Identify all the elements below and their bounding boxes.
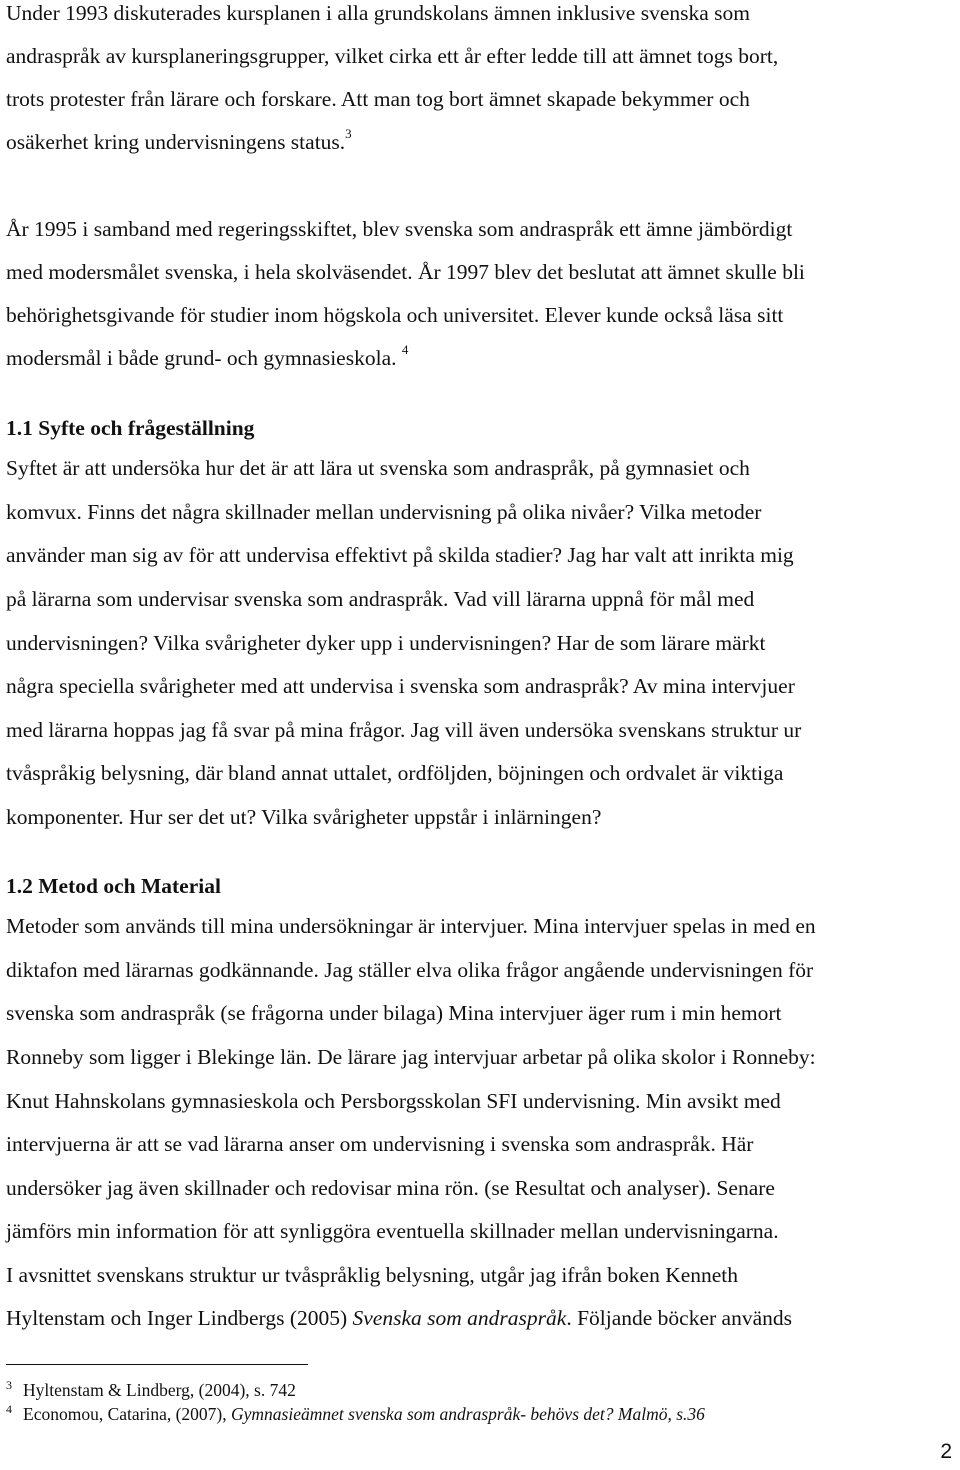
section-2-line-10 bbox=[6, 1305, 792, 1331]
section-2-line-7: undersöker jag även skillnader och redovisar mina rön. (se Resultat och analyser). Senare bbox=[6, 1176, 775, 1200]
section-1-line-4: på lärarna som undervisar svenska som andraspråk. Vad vill lärarna uppnå för mål med bbox=[6, 587, 755, 611]
section-2-line-10-a: Hyltenstam och Inger Lindbergs (2005) bbox=[6, 1306, 353, 1330]
section-1-line-7: med lärarna hoppas jag få svar på mina frågor. Jag vill även undersöka svenskans struktur ur bbox=[6, 718, 802, 742]
footnote-4-number: 4 bbox=[6, 1402, 12, 1416]
section-2-line-5: Knut Hahnskolans gymnasieskola och Persborgsskolan SFI undervisning. Min avsikt med bbox=[6, 1089, 781, 1113]
section-1-line-6: några speciella svårigheter med att undervisa i svenska som andraspråk? Av mina intervjuer bbox=[6, 674, 795, 698]
paragraph-1-line-2: andraspråk av kursplaneringsgrupper, vilket cirka ett år efter ledde till att ämnet togs bort, bbox=[6, 44, 779, 68]
paragraph-2-line-3: behörighetsgivande för studier inom högskola och universitet. Elever kunde också läsa sitt bbox=[6, 303, 784, 327]
section-heading-1-1: 1.1 Syfte och frågeställning bbox=[6, 416, 255, 440]
paragraph-1-line-3: trots protester från lärare och forskare. Att man tog bort ämnet skapade bekymmer och bbox=[6, 87, 750, 111]
footnote-3-text: Hyltenstam & Lindberg, (2004), s. 742 bbox=[23, 1380, 296, 1400]
paragraph-2-line-1: År 1995 i samband med regeringsskiftet, blev svenska som andraspråk ett ämne jämbördigt bbox=[6, 217, 793, 241]
section-1-line-9: komponenter. Hur ser det ut? Vilka svårigheter uppstår i inlärningen? bbox=[6, 805, 602, 829]
section-1-line-3: använder man sig av för att undervisa effektivt på skilda stadier? Jag har valt att inrikta mig bbox=[6, 543, 794, 567]
paragraph-2-line-4-text: modersmål i både grund- och gymnasieskola. bbox=[6, 346, 397, 370]
footnote-4 bbox=[6, 1403, 705, 1427]
section-heading-1-2: 1.2 Metod och Material bbox=[6, 874, 221, 898]
footnote-3-number: 3 bbox=[6, 1378, 12, 1392]
section-1-line-5: undervisningen? Vilka svårigheter dyker upp i undervisningen? Har de som lärare märkt bbox=[6, 631, 766, 655]
section-1-line-2: komvux. Finns det några skillnader mellan undervisning på olika nivåer? Vilka metoder bbox=[6, 500, 762, 524]
section-2-line-1: Metoder som används till mina undersökningar är intervjuer. Mina intervjuer spelas in med en bbox=[6, 914, 816, 938]
section-2-line-9: I avsnittet svenskans struktur ur tvåspråklig belysning, utgår jag ifrån boken Kenneth bbox=[6, 1263, 739, 1287]
footnote-3 bbox=[6, 1379, 296, 1403]
paragraph-2-line-2: med modersmålet svenska, i hela skolväsendet. År 1997 blev det beslutat att ämnet skulle bli bbox=[6, 260, 805, 284]
paragraph-1-line-1: Under 1993 diskuterades kursplanen i alla grundskolans ämnen inklusive svenska som bbox=[6, 1, 750, 25]
footnote-4-text-a: Economou, Catarina, (2007), bbox=[23, 1404, 232, 1424]
footnote-separator bbox=[6, 1364, 308, 1365]
paragraph-1-line-4-text: osäkerhet kring undervisningens status. bbox=[6, 130, 346, 154]
page-number: 2 bbox=[940, 1440, 952, 1463]
section-1-line-8: tvåspråkig belysning, där bland annat uttalet, ordföljden, böjningen och ordvalet är viktiga bbox=[6, 761, 784, 785]
footnote-ref-3: 3 bbox=[345, 126, 352, 141]
section-2-line-2: diktafon med lärarnas godkännande. Jag ställer elva olika frågor angående undervisningen för bbox=[6, 958, 814, 982]
footnote-4-text-b: Gymnasieämnet svenska som andraspråk- behövs det? Malmö, s.36 bbox=[231, 1404, 705, 1424]
section-2-line-3: svenska som andraspråk (se frågorna under bilaga) Mina intervjuer äger rum i min hemort bbox=[6, 1001, 782, 1025]
section-2-line-8: jämförs min information för att synliggöra eventuella skillnader mellan undervisningarna. bbox=[6, 1219, 779, 1243]
book-title: Svenska som andraspråk bbox=[352, 1306, 567, 1330]
footnote-ref-4: 4 bbox=[401, 342, 409, 357]
paragraph-1-line-4 bbox=[6, 126, 352, 155]
section-1-line-1: Syftet är att undersöka hur det är att lära ut svenska som andraspråk, på gymnasiet och bbox=[6, 456, 750, 480]
section-2-line-4: Ronneby som ligger i Blekinge län. De lärare jag intervjuar arbetar på olika skolor i Ronneby: bbox=[6, 1045, 816, 1069]
paragraph-2-line-4 bbox=[6, 342, 409, 371]
section-2-line-10-c: . Följande böcker används bbox=[566, 1306, 792, 1330]
section-2-line-6: intervjuerna är att se vad lärarna anser om undervisning i svenska som andraspråk. Här bbox=[6, 1132, 754, 1156]
